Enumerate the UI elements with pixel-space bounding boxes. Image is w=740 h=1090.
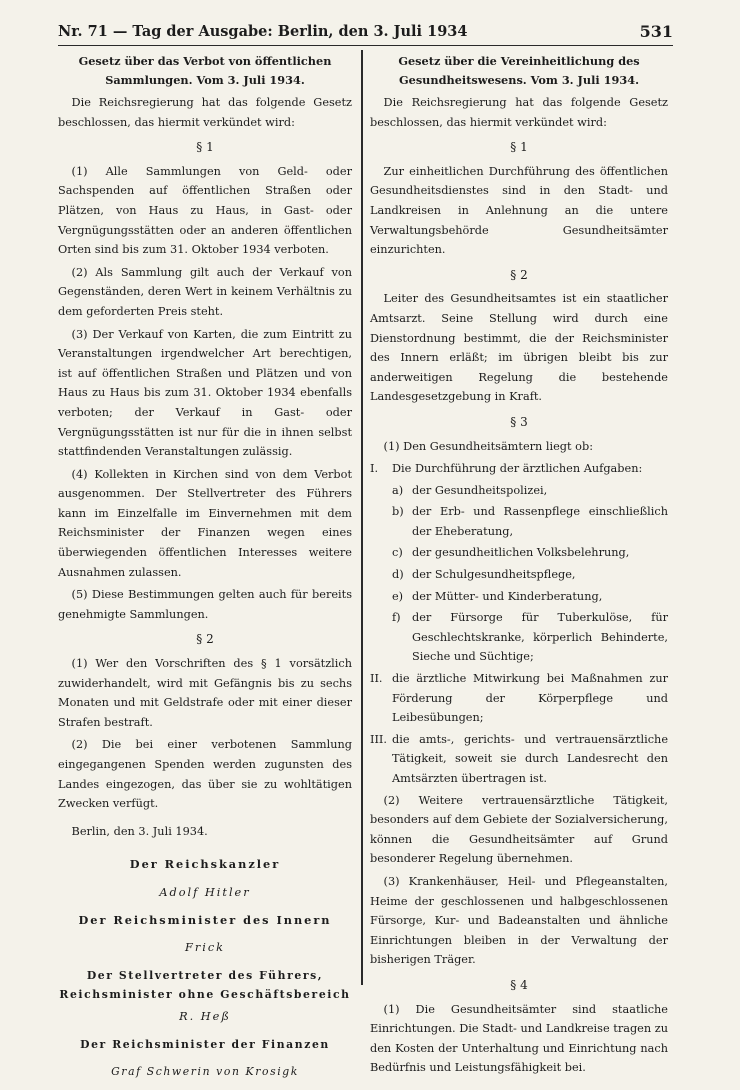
roman-text: die amts-, gerichts- und vertrauensärztliche Tätigkeit, soweit sie durch Landesrecht den Amtsärzten übertragen ist. bbox=[392, 732, 668, 785]
paragraph: (2) Die bei einer verbotenen Sammlung eingegangenen Spenden werden zugunsten des Landes eingezogen, das über sie zu wohltätigen Zwecken verfügt. bbox=[58, 738, 352, 811]
paragraph: (1) Den Gesundheitsämtern liegt ob: bbox=[383, 439, 594, 453]
roman-label: I. bbox=[370, 462, 379, 476]
issue-line: Nr. 71 — Tag der Ausgabe: Berlin, den 3. Juli 1934 bbox=[58, 23, 468, 40]
paragraph: (2) Als Sammlung gilt auch der Verkauf von Gegenständen, deren Wert in keinem Verhältnis zu dem geforderten Preis steht. bbox=[58, 265, 352, 318]
section-heading: § 4 bbox=[510, 977, 528, 992]
paragraph: Leiter des Gesundheitsamtes ist ein staatlicher Amtsarzt. Seine Stellung wird durch eine Dienstordnung bestimmt, die der Reichsminister des Innern erläßt; im übrigen bleibt bis zur anderweitigen Regelung die bestehende Landesgesetzgebung in Kraft. bbox=[370, 292, 668, 404]
roman-text: die ärztliche Mitwirkung bei Maßnahmen zur Förderung der Körperpflege und Leibesübungen; bbox=[392, 672, 668, 725]
left-column bbox=[58, 52, 352, 1090]
paragraph: (3) Krankenhäuser, Heil- und Pflegeanstalten, Heime der geschlossenen und halbgeschlossenen Fürsorge, Kur- und Badeanstalten und ähnliche Einrichtungen bleiben in der Verwaltung der bisherigen Träger. bbox=[370, 874, 668, 967]
paragraph: Zur einheitlichen Durchführung des öffentlichen Gesundheitsdienstes sind in den Stadt- und Landkreisen in Anlehnung an die untere Verwaltungsbehörde Gesundheitsämter einzurichten. bbox=[370, 164, 668, 257]
paragraph: (1) Wer den Vorschriften des § 1 vorsätzlich zuwiderhandelt, wird mit Gefängnis bis zu sechs Monaten und mit Geldstrafe oder mit einer dieser Strafen bestraft. bbox=[58, 657, 352, 729]
paragraph: (1) Alle Sammlungen von Geld- oder Sachspenden auf öffentlichen Straßen oder Plätzen, von Haus zu Haus, in Gast- oder Vergnügungsstätten oder an anderen öffentlichen Orten sind bis zum 31. Oktober 1934 verboten. bbox=[58, 164, 352, 257]
list-item: a) der Gesundheitspolizei, bbox=[392, 483, 548, 497]
roman-text: Die Durchführung der ärztlichen Aufgaben: bbox=[392, 462, 643, 476]
signature-name: Frick bbox=[184, 941, 226, 955]
column-divider bbox=[361, 50, 363, 985]
signature-name: Adolf Hitler bbox=[159, 885, 251, 899]
signature-office: Der Reichsminister der Finanzen bbox=[80, 1037, 330, 1051]
list-item: e) der Mütter- und Kinderberatung, bbox=[392, 589, 603, 603]
intro-text: Die Reichsregierung hat das folgende Gesetz beschlossen, das hiermit verkündet wird: bbox=[58, 96, 352, 129]
section-heading: § 2 bbox=[196, 632, 214, 647]
page-number: 531 bbox=[639, 22, 673, 41]
roman-label: II. bbox=[370, 672, 383, 686]
signature-name: Graf Schwerin von Krosigk bbox=[111, 1065, 299, 1079]
law-title-health: Gesetz über die Vereinheitlichung des Gesundheitswesens. Vom 3. Juli 1934. bbox=[398, 54, 640, 87]
law-title-collections: Gesetz über das Verbot von öffentlichen Sammlungen. Vom 3. Juli 1934. bbox=[78, 54, 332, 87]
section-heading: § 1 bbox=[510, 140, 528, 155]
section-heading: § 3 bbox=[510, 414, 528, 429]
paragraph: (2) Weitere vertrauensärztliche Tätigkeit, besonders auf dem Gebiete der Sozialversicherung, können die Gesundheitsämter auf Grund besonderer Regelung übernehmen. bbox=[370, 793, 668, 866]
list-item: c) der gesundheitlichen Volksbelehrung, bbox=[392, 546, 630, 560]
right-column bbox=[370, 52, 668, 1081]
list-item: b) der Erb- und Rassenpflege einschließlich der Eheberatung, bbox=[392, 505, 668, 538]
signature-office: Der Reichskanzler bbox=[129, 857, 281, 872]
paragraph: (3) Der Verkauf von Karten, die zum Eintritt zu Veranstaltungen irgendwelcher Art berechtigen, ist auf öffentlichen Straßen und Plätzen und von Haus zu Haus bis zum 31. Oktober 1934 ebenfalls verboten; der Verkauf in Gast- oder Vergnügungsstätten ist nur für die in ihnen selbst stattfindenden Veranstaltungen zulässig. bbox=[58, 327, 352, 459]
roman-label: III. bbox=[370, 732, 387, 746]
signature-office: Der Stellvertreter des Führers, bbox=[86, 968, 324, 982]
section-heading: § 2 bbox=[510, 267, 528, 282]
list-item: d) der Schulgesundheitspflege, bbox=[392, 568, 576, 582]
roman-item bbox=[370, 669, 668, 728]
signature-office: Reichsminister ohne Geschäftsbereich bbox=[59, 988, 351, 1002]
intro-text: Die Reichsregierung hat das folgende Gesetz beschlossen, das hiermit verkündet wird: bbox=[370, 96, 668, 129]
roman-item bbox=[370, 730, 668, 789]
paragraph: (5) Diese Bestimmungen gelten auch für bereits genehmigte Sammlungen. bbox=[58, 588, 352, 621]
list-item: f) der Fürsorge für Tuberkulöse, für Geschlechtskranke, körperlich Behinderte, Sieche und Süchtige; bbox=[392, 611, 668, 664]
place-date: Berlin, den 3. Juli 1934. bbox=[71, 824, 208, 838]
signature-office: Der Reichsminister des Innern bbox=[78, 912, 332, 927]
paragraph: (4) Kollekten in Kirchen sind von dem Verbot ausgenommen. Der Stellvertreter des Führers kann im Einzelfalle im Einvernehmen mit dem Reichsminister der Finanzen wegen eines überwiegenden öffentlichen Interesses weitere Ausnahmen zulassen. bbox=[58, 467, 352, 579]
roman-item bbox=[370, 459, 668, 479]
header-rule bbox=[58, 45, 673, 46]
signature-name: R. Heß bbox=[179, 1009, 231, 1023]
paragraph: (1) Die Gesundheitsämter sind staatliche Einrichtungen. Die Stadt- und Landkreise tragen zu den Kosten der Unterhaltung und Einrichtung nach Bedürfnis und Leistungsfähigkeit bei. bbox=[370, 1002, 668, 1075]
duty-list bbox=[370, 481, 668, 667]
section-heading: § 1 bbox=[196, 140, 214, 155]
